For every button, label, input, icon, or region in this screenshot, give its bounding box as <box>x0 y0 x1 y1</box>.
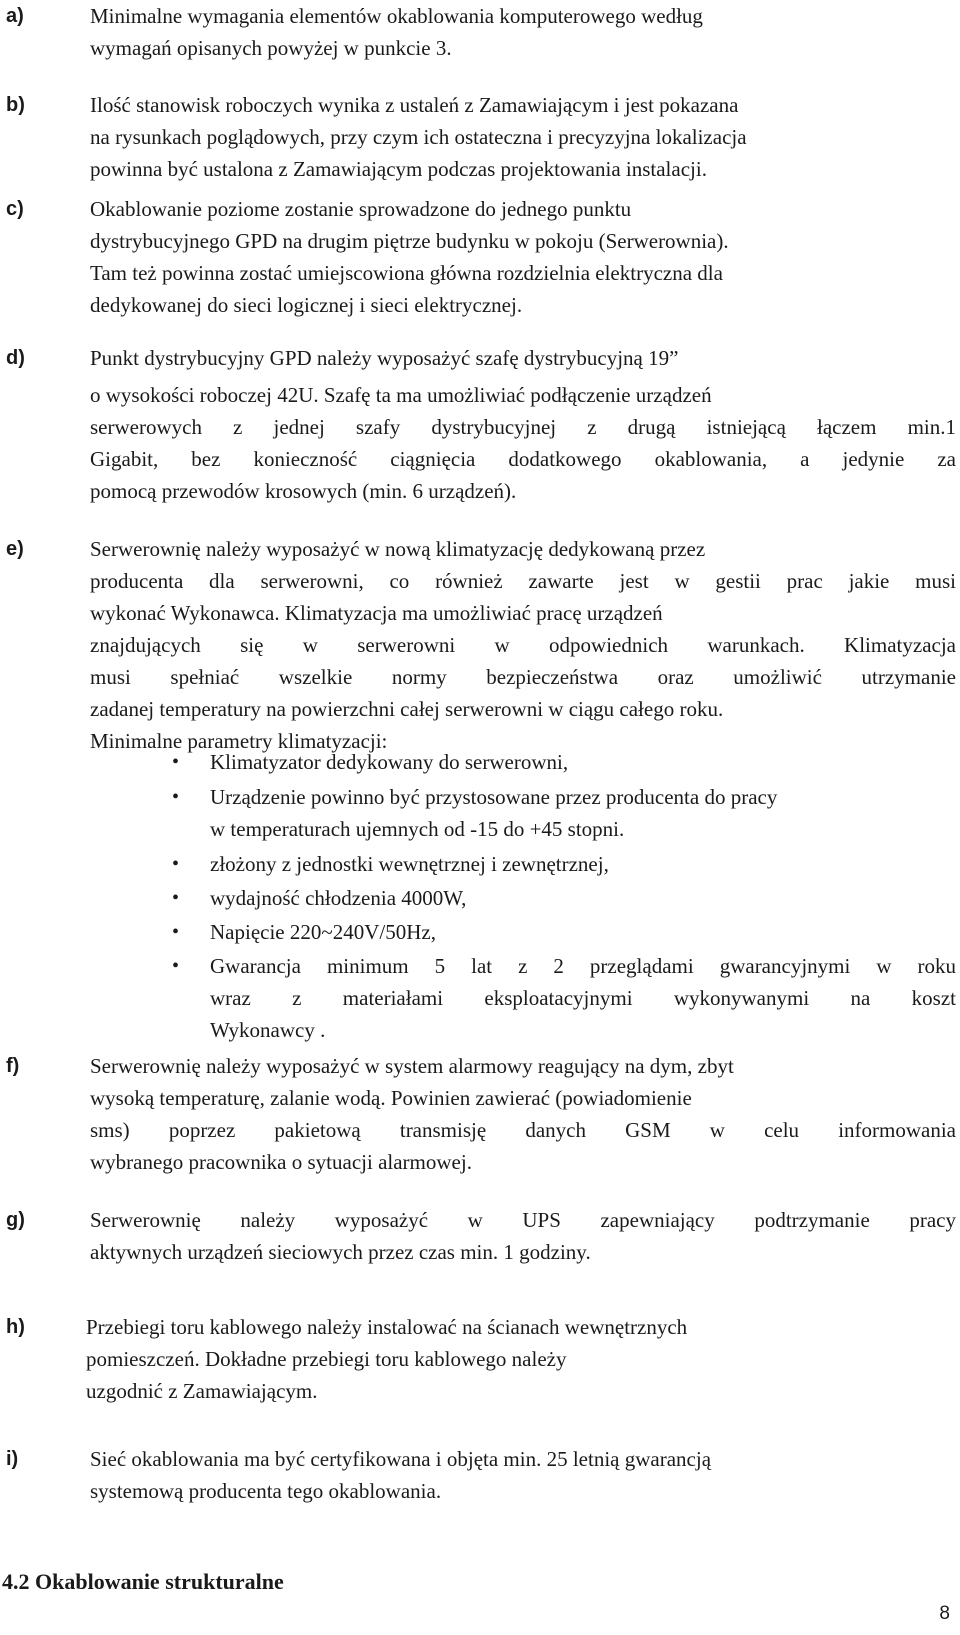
item-marker: h) <box>6 1316 25 1338</box>
bullet-text: wydajność chłodzenia 4000W, <box>210 886 467 910</box>
bullet-text: złożony z jednostki wewnętrznej i zewnętrznej, <box>210 852 609 876</box>
text-line: producenta dla serwerowni, co również zawarte jest w gestii prac jakie musi <box>90 569 956 593</box>
text-line: o wysokości roboczej 42U. Szafę ta ma umożliwiać podłączenie urządzeń <box>90 383 712 407</box>
item-text <box>90 533 956 757</box>
bullet-text: wraz z materiałami eksploatacyjnymi wykonywanymi na koszt <box>210 986 956 1010</box>
item-marker: d) <box>6 347 25 369</box>
text-line: wysoką temperaturę, zalanie wodą. Powinien zawierać (powiadomienie <box>90 1086 692 1110</box>
item-text <box>90 1204 956 1268</box>
text-line: uzgodnić z Zamawiającym. <box>86 1379 318 1403</box>
text-line: Minimalne wymagania elementów okablowania komputerowego według <box>90 4 703 28</box>
bullet-icon: • <box>172 786 180 808</box>
text-line: serwerowych z jednej szafy dystrybucyjnej z drugą istniejącą łączem min.1 <box>90 415 956 439</box>
item-marker: c) <box>6 198 24 220</box>
text-line: powinna być ustalona z Zamawiającym podczas projektowania instalacji. <box>90 157 707 181</box>
text-line: Serwerownię należy wyposażyć w nową klimatyzację dedykowaną przez <box>90 537 706 561</box>
bullet-icon: • <box>172 853 180 875</box>
text-line: Tam też powinna zostać umiejscowiona główna rozdzielnia elektryczna dla <box>90 261 723 285</box>
text-line: wybranego pracownika o sytuacji alarmowej. <box>90 1150 472 1174</box>
bullet-text: w temperaturach ujemnych od -15 do +45 stopni. <box>210 817 625 841</box>
bullet-icon: • <box>172 751 180 773</box>
item-marker: a) <box>6 5 24 27</box>
item-marker: f) <box>6 1055 20 1077</box>
text-line: pomocą przewodów krosowych (min. 6 urządzeń). <box>90 479 517 503</box>
text-line: pomieszczeń. Dokładne przebiegi toru kablowego należy <box>86 1347 567 1371</box>
text-line: dedykowanej do sieci logicznej i sieci elektrycznej. <box>90 293 523 317</box>
item-text <box>90 193 956 321</box>
bullet-icon: • <box>172 921 180 943</box>
text-line: Ilość stanowisk roboczych wynika z ustaleń z Zamawiającym i jest pokazana <box>90 93 739 117</box>
text-line: Punkt dystrybucyjny GPD należy wyposażyć szafę dystrybucyjną 19” <box>90 346 679 370</box>
text-line: Okablowanie poziome zostanie sprowadzone do jednego punktu <box>90 197 632 221</box>
item-text <box>90 1050 956 1178</box>
text-line: systemową producenta tego okablowania. <box>90 1479 442 1503</box>
text-line: aktywnych urządzeń sieciowych przez czas min. 1 godziny. <box>90 1240 591 1264</box>
item-marker: b) <box>6 94 25 116</box>
text-line: musi spełniać wszelkie normy bezpieczeństwa oraz umożliwić utrzymanie <box>90 665 956 689</box>
page-number: 8 <box>939 1603 950 1624</box>
text-line: dystrybucyjnego GPD na drugim piętrze budynku w pokoju (Serwerownia). <box>90 229 729 253</box>
section-heading: 4.2 Okablowanie strukturalne <box>2 1569 284 1594</box>
text-line: wymagań opisanych powyżej w punkcie 3. <box>90 36 452 60</box>
params-title: Minimalne parametry klimatyzacji: <box>90 729 388 753</box>
bullet-icon: • <box>172 887 180 909</box>
text-line: znajdujących się w serwerowni w odpowiednich warunkach. Klimatyzacja <box>90 633 956 657</box>
text-line: sms) poprzez pakietową transmisję danych GSM w celu informowania <box>90 1118 956 1142</box>
text-line: zadanej temperatury na powierzchni całej serwerowni w ciągu całego roku. <box>90 697 724 721</box>
item-marker: e) <box>6 538 24 560</box>
item-text <box>90 1443 956 1507</box>
bullet-text: Napięcie 220~240V/50Hz, <box>210 920 436 944</box>
bullet-text: Klimatyzator dedykowany do serwerowni, <box>210 750 569 774</box>
item-text <box>86 1311 952 1407</box>
bullet-text: Gwarancja minimum 5 lat z 2 przeglądami gwarancyjnymi w roku <box>210 954 956 978</box>
text-line: Serwerownię należy wyposażyć w UPS zapewniający podtrzymanie pracy <box>90 1208 956 1232</box>
text-line: Sieć okablowania ma być certyfikowana i objęta min. 25 letnią gwarancją <box>90 1447 712 1471</box>
bullet-text: Wykonawcy . <box>210 1018 326 1042</box>
item-text <box>90 342 956 507</box>
text-line: wykonać Wykonawca. Klimatyzacja ma umożliwiać pracę urządzeń <box>90 601 663 625</box>
bullet-text: Urządzenie powinno być przystosowane przez producenta do pracy <box>210 785 778 809</box>
text-line: na rysunkach poglądowych, przy czym ich ostateczna i precyzyjna lokalizacja <box>90 125 747 149</box>
text-line: Przebiegi toru kablowego należy instalować na ścianach wewnętrznych <box>86 1315 688 1339</box>
text-line: Serwerownię należy wyposażyć w system alarmowy reagujący na dym, zbyt <box>90 1054 734 1078</box>
item-marker: i) <box>6 1448 19 1470</box>
item-marker: g) <box>6 1209 25 1231</box>
item-text <box>90 89 956 185</box>
bullet-icon: • <box>172 955 180 977</box>
text-line: Gigabit, bez konieczność ciągnięcia dodatkowego okablowania, a jedynie za <box>90 447 956 471</box>
item-text <box>90 0 956 64</box>
